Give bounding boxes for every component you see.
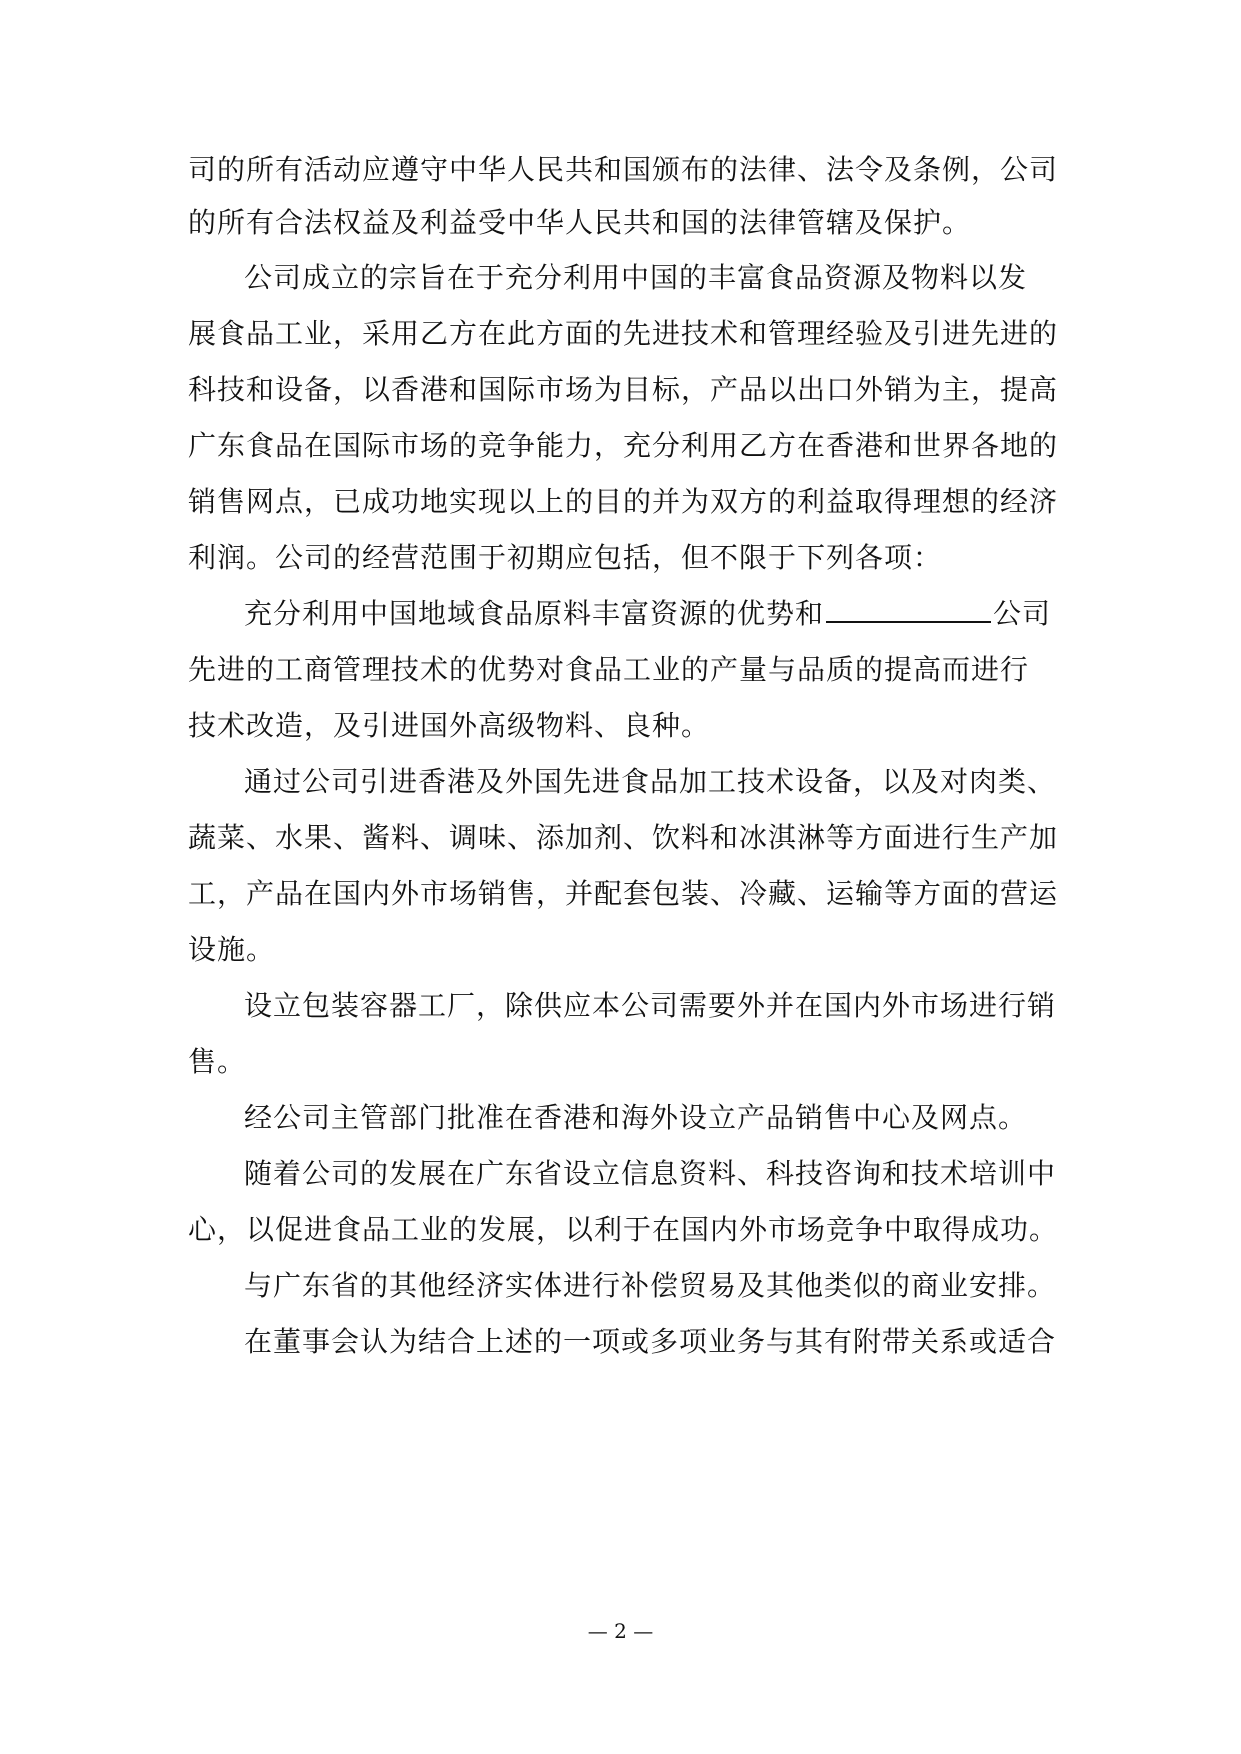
text-line: 展食品工业，采用乙方在此方面的先进技术和管理经验及引进先进的	[188, 317, 1059, 350]
paragraph-first-line: 设立包装容器工厂，除供应本公司需要外并在国内外市场进行销	[244, 989, 1057, 1022]
text-line: 司的所有活动应遵守中华人民共和国颁布的法律、法令及条例，公司	[188, 153, 1059, 186]
text-line: 利润。公司的经营范围于初期应包括，但不限于下列各项：	[188, 541, 943, 574]
paragraph-first-line: 随着公司的发展在广东省设立信息资料、科技咨询和技术培训中	[244, 1157, 1057, 1190]
text-line: 广东食品在国际市场的竞争能力，充分利用乙方在香港和世界各地的	[188, 429, 1059, 462]
fill-in-blank	[826, 595, 991, 623]
paragraph-first-line: 在董事会认为结合上述的一项或多项业务与其有附带关系或适合	[244, 1325, 1057, 1358]
text-line: 设施。	[188, 933, 276, 966]
paragraph-first-line-with-blank	[244, 594, 1051, 634]
text-line: 蔬菜、水果、酱料、调味、添加剂、饮料和冰淇淋等方面进行生产加	[188, 821, 1059, 854]
text-line: 科技和设备，以香港和国际市场为目标，产品以出口外销为主，提高	[188, 373, 1059, 406]
blank-line-suffix: 公司	[993, 597, 1052, 630]
paragraph-first-line: 公司成立的宗旨在于充分利用中国的丰富食品资源及物料以发	[244, 261, 1028, 294]
text-line: 工，产品在国内外市场销售，并配套包装、冷藏、运输等方面的营运	[188, 877, 1059, 910]
text-line: 心，以促进食品工业的发展，以利于在国内外市场竞争中取得成功。	[188, 1213, 1059, 1246]
page-number: — 2 —	[587, 1619, 654, 1643]
paragraph-first-line: 与广东省的其他经济实体进行补偿贸易及其他类似的商业安排。	[244, 1269, 1057, 1302]
text-line: 的所有合法权益及利益受中华人民共和国的法律管辖及保护。	[188, 206, 972, 239]
paragraph-first-line: 通过公司引进香港及外国先进食品加工技术设备，以及对肉类、	[244, 765, 1057, 798]
text-line: 销售网点，已成功地实现以上的目的并为双方的利益取得理想的经济	[188, 485, 1059, 518]
blank-line-prefix: 充分利用中国地域食品原料丰富资源的优势和	[244, 597, 825, 630]
text-line: 技术改造，及引进国外高级物料、良种。	[188, 709, 711, 742]
text-line: 先进的工商管理技术的优势对食品工业的产量与品质的提高而进行	[188, 653, 1030, 686]
text-line: 售。	[188, 1045, 247, 1078]
paragraph-first-line: 经公司主管部门批准在香港和海外设立产品销售中心及网点。	[244, 1101, 1028, 1134]
